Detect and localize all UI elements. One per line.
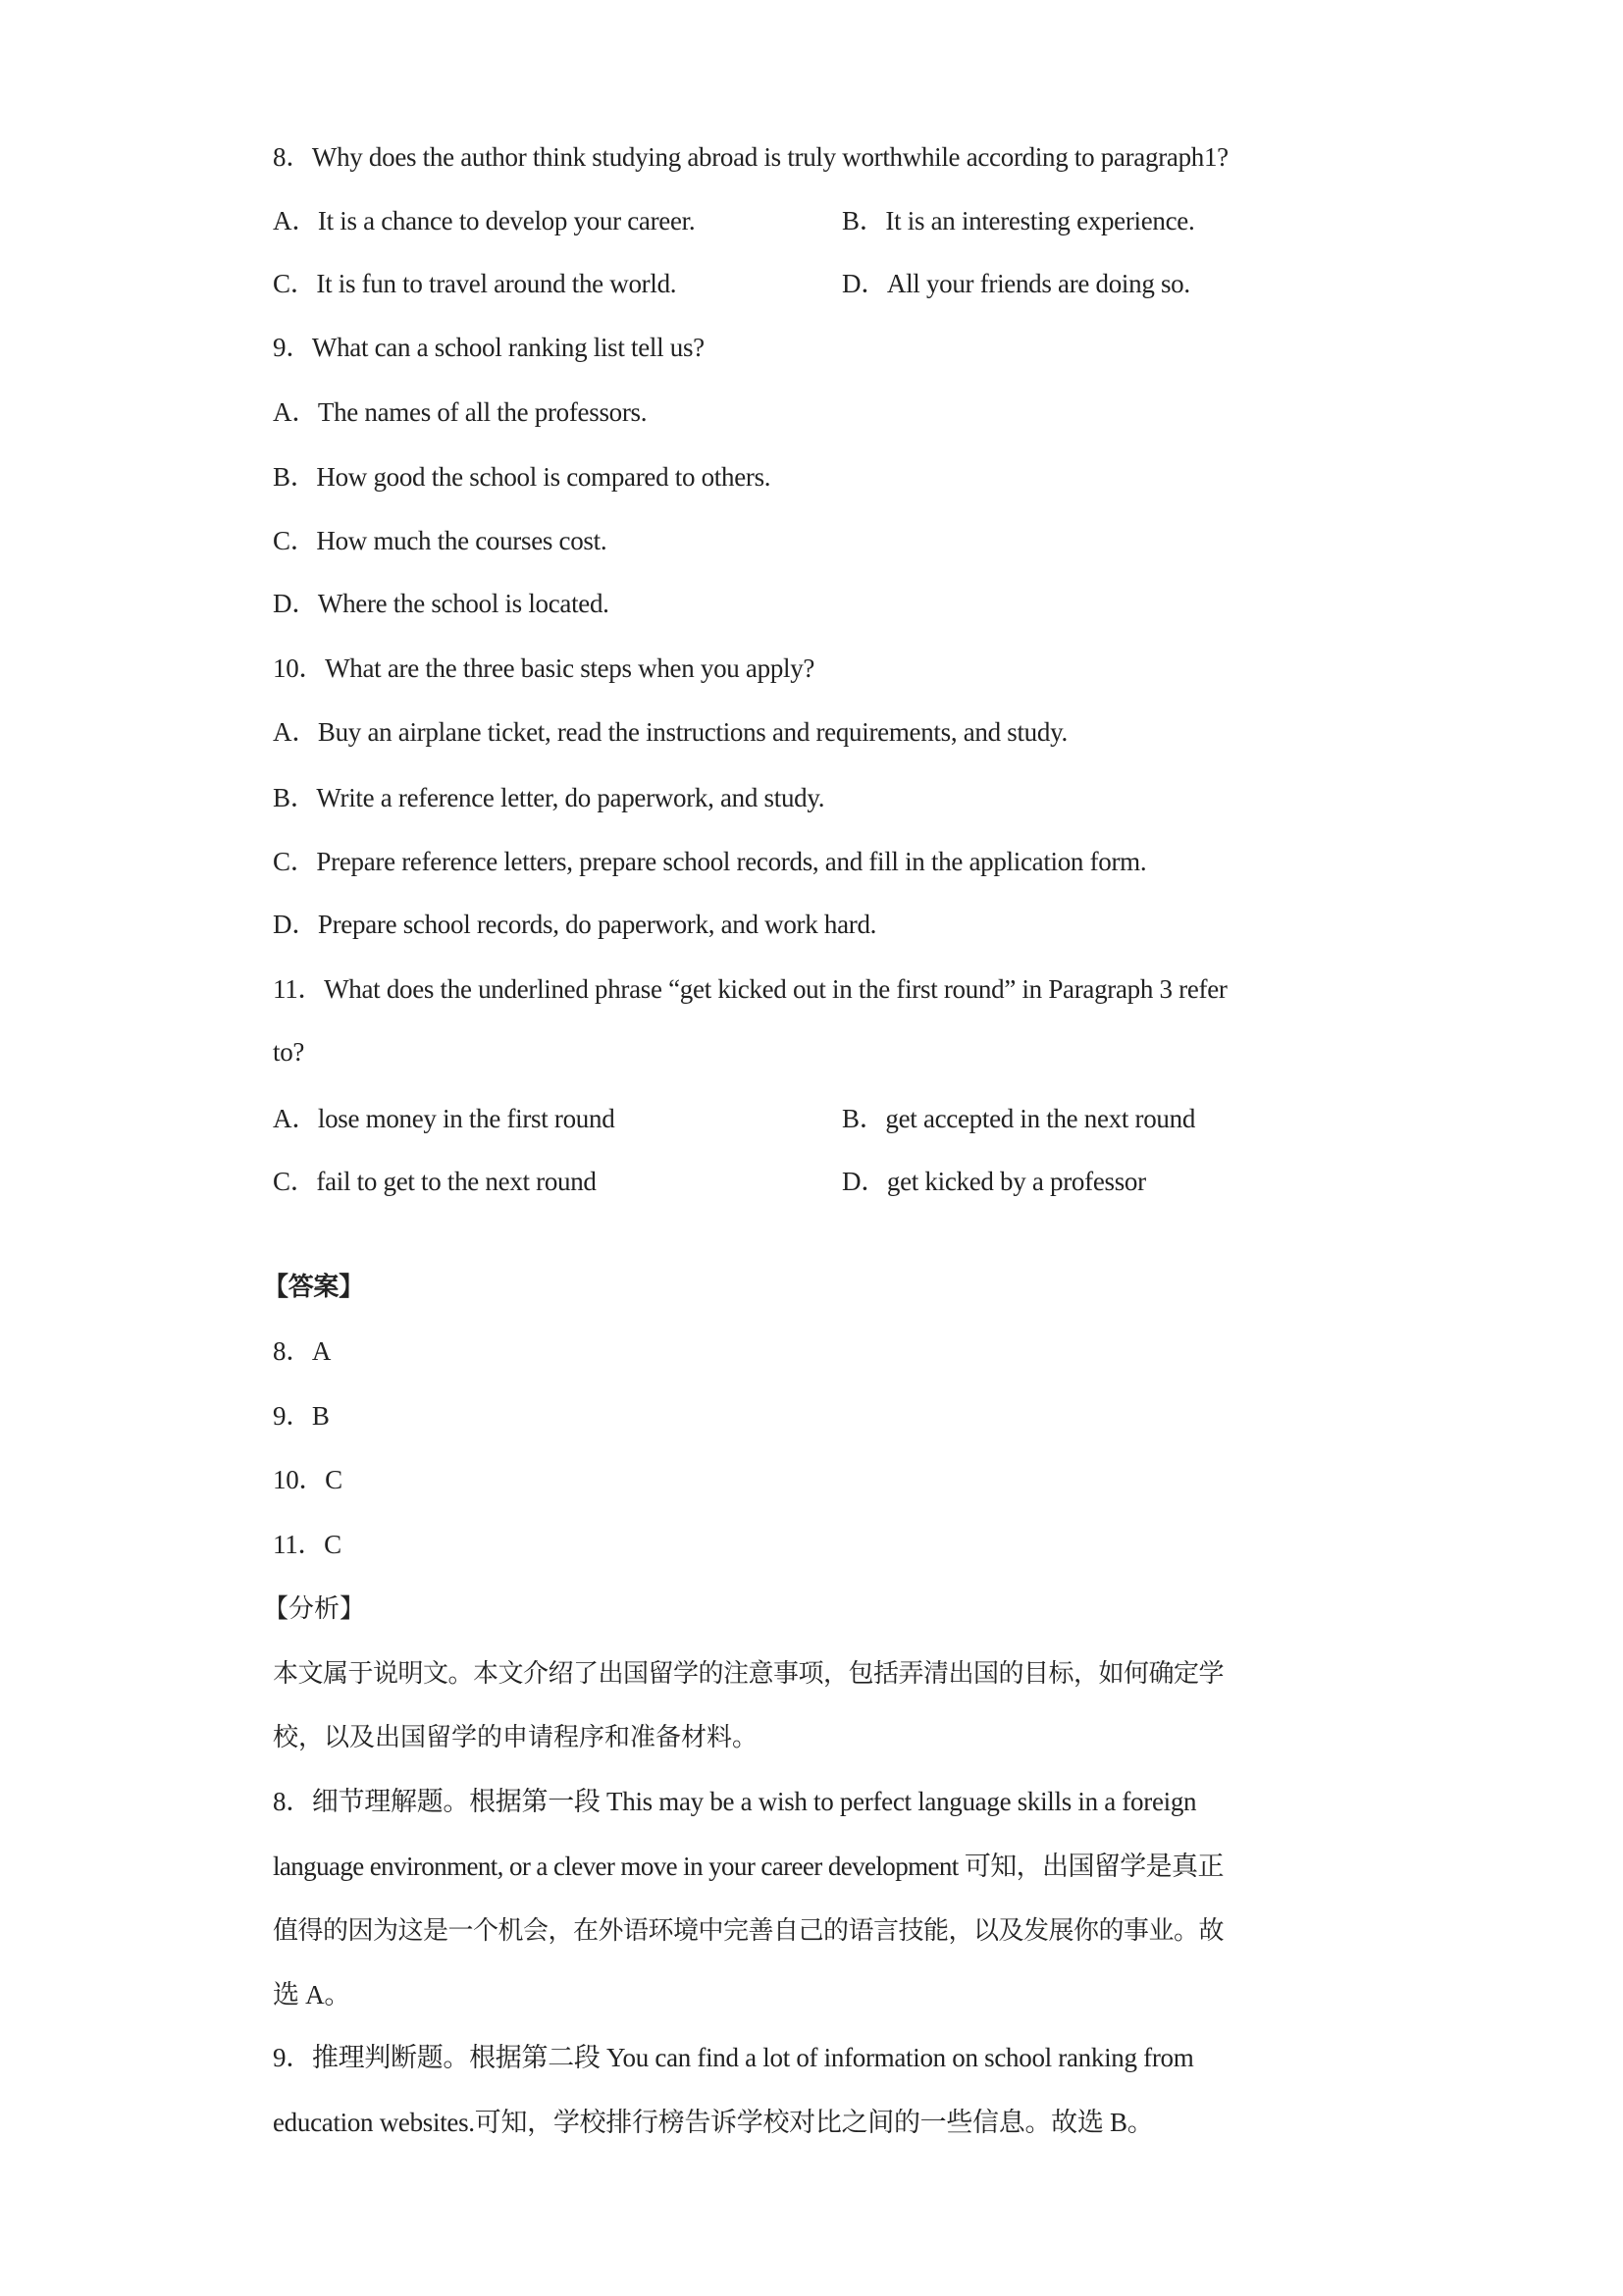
option-c: C．How much the courses cost. [273,526,607,555]
analysis-line: education websites.可知，学校排行榜告诉学校对比之间的一些信息。故选 B。 [273,2108,1154,2137]
option-a: A．lose money in the first round [273,1104,615,1133]
answer-item: 10．C [273,1465,342,1494]
analysis-line: 选 A。 [273,1980,351,2009]
option-b: B．It is an interesting experience. [842,206,1195,235]
option-c: C．Prepare reference letters, prepare school records, and fill in the application form. [273,847,1147,876]
option-d: D．get kicked by a professor [842,1167,1146,1196]
analysis-line: 9．推理判断题。根据第二段 You can find a lot of information on school ranking from [273,2043,1194,2072]
answer-item: 11．C [273,1530,341,1559]
option-a: A．It is a chance to develop your career. [273,206,696,235]
question-stem: 11．What does the underlined phrase “get kicked out in the first round” in Paragraph 3 refer [273,974,1228,1004]
analysis-line: 8．细节理解题。根据第一段 This may be a wish to perfect language skills in a foreign [273,1787,1197,1816]
answer-item: 9．B [273,1401,330,1431]
question-stem: 8．Why does the author think studying abroad is truly worthwhile according to paragraph1? [273,142,1229,172]
analysis-line: language environment, or a clever move in your career development 可知，出国留学是真正 [273,1852,1224,1881]
option-b: B．How good the school is compared to others. [273,462,771,492]
answer-heading: 【答案】 [263,1273,364,1302]
analysis-heading: 【分析】 [263,1594,366,1624]
option-d: D．All your friends are doing so. [842,269,1190,298]
option-b: B．Write a reference letter, do paperwork, and study. [273,783,825,812]
option-a: A．Buy an airplane ticket, read the instructions and requirements, and study. [273,717,1068,747]
question-stem-continued: to? [273,1037,305,1067]
answer-item: 8．A [273,1336,332,1366]
analysis-line: 校，以及出国留学的申请程序和准备材料。 [273,1723,759,1752]
question-stem: 10．What are the three basic steps when you apply? [273,653,815,683]
option-d: D．Prepare school records, do paperwork, and work hard. [273,910,877,939]
option-c: C．It is fun to travel around the world. [273,269,677,298]
question-stem: 9．What can a school ranking list tell us? [273,333,705,362]
option-d: D．Where the school is located. [273,589,609,618]
option-c: C．fail to get to the next round [273,1167,597,1196]
analysis-line: 本文属于说明文。本文介绍了出国留学的注意事项，包括弄清出国的目标，如何确定学 [273,1659,1225,1689]
option-a: A．The names of all the professors. [273,397,648,427]
analysis-line: 值得的因为这是一个机会，在外语环境中完善自己的语言技能，以及发展你的事业。故 [273,1916,1225,1946]
option-b: B．get accepted in the next round [842,1104,1196,1133]
